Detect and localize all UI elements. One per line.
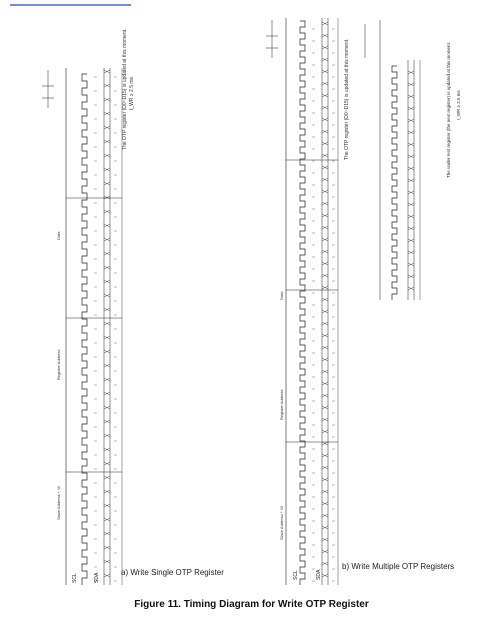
diagram-a-label-slave-address: Slave Address + W xyxy=(56,486,61,520)
diagram-b-signal-scl: SCL xyxy=(293,570,299,580)
diagram-a-signal-scl: SCL xyxy=(72,573,78,583)
diagram-b-scl-waveform xyxy=(300,21,305,585)
diagram-b-signal-sda: SDA xyxy=(316,569,322,580)
diagram-a-write-single xyxy=(42,68,122,585)
diagram-b-write-multiple xyxy=(266,18,420,585)
diagram-b-label-data: Data xyxy=(279,291,284,300)
diagram-b-label-register-address: Register Address xyxy=(279,389,284,420)
diagram-a-label-register-address: Register Address xyxy=(56,349,61,380)
figure-title: Figure 11. Timing Diagram for Write OTP Register xyxy=(134,599,369,610)
diagram-b-label-twr: t_WR ≥ 2.5 ms xyxy=(456,90,461,120)
diagram-a-label-data: Data xyxy=(56,231,61,240)
diagram-a-label-twr: t_WR ≥ 2.5 ms xyxy=(129,76,135,110)
diagram-a-label-otp-updated: The OTP register (D0~D15) is updated at this moment. xyxy=(122,28,128,150)
diagram-b-second-scl-waveform xyxy=(392,66,397,300)
diagram-a-signal-sda: SDA xyxy=(94,572,100,583)
diagram-a-scl-waveform xyxy=(82,74,87,585)
diagram-b-label-next-register: The under-test register (the next register) is updated at this moment. xyxy=(446,41,451,178)
caption-write-multiple: b) Write Multiple OTP Registers xyxy=(342,562,455,571)
diagram-b-label-slave-address: Slave Address + W xyxy=(279,506,284,540)
caption-write-single: a) Write Single OTP Register xyxy=(121,568,224,577)
diagram-b-label-otp-updated: The OTP register (D0~D15) is updated at this moment. xyxy=(344,38,350,160)
rotated-annotations xyxy=(56,29,461,584)
